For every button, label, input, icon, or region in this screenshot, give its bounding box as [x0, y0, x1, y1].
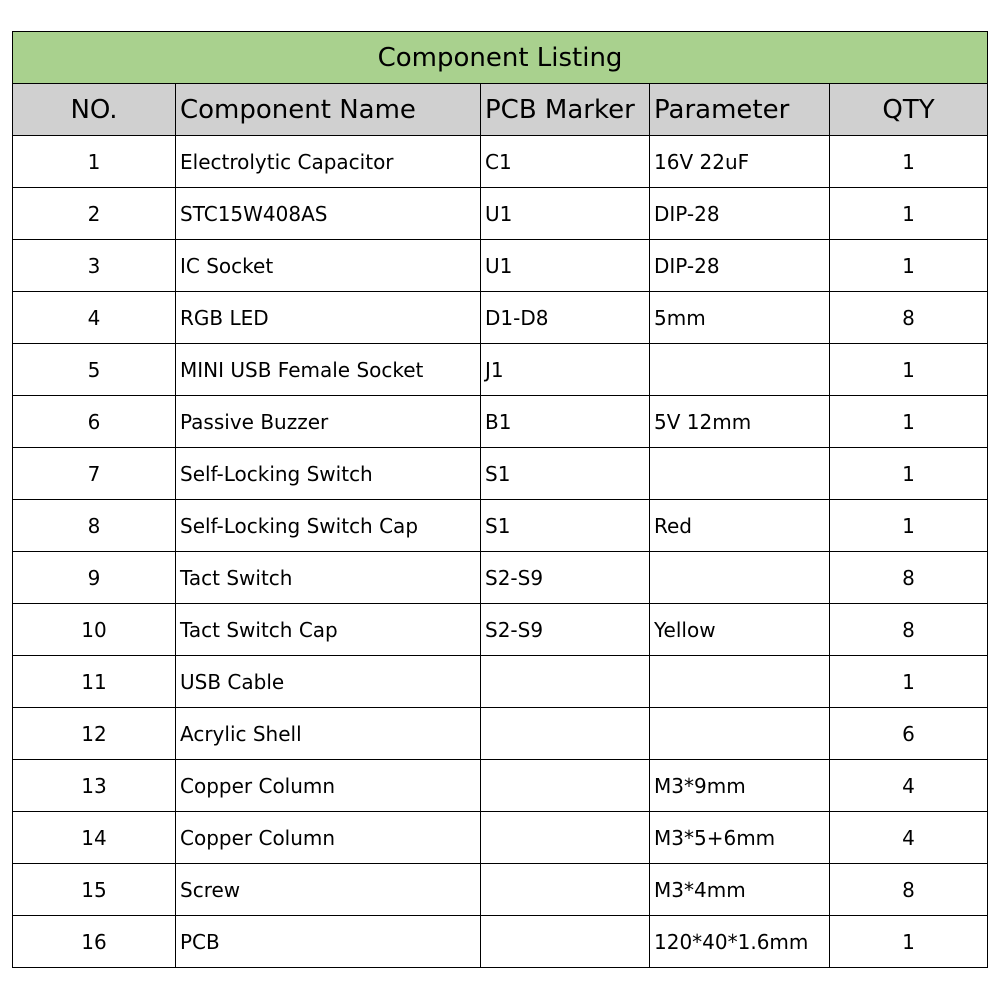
- cell-qty: 4: [830, 812, 988, 864]
- cell-component-name: Self-Locking Switch: [176, 448, 481, 500]
- cell-component-name: Screw: [176, 864, 481, 916]
- cell-qty: 1: [830, 240, 988, 292]
- cell-component-name: Copper Column: [176, 812, 481, 864]
- cell-component-name: RGB LED: [176, 292, 481, 344]
- cell-component-name: Acrylic Shell: [176, 708, 481, 760]
- header-no: NO.: [13, 84, 176, 136]
- cell-no: 14: [13, 812, 176, 864]
- cell-parameter: DIP-28: [650, 240, 830, 292]
- cell-pcb-marker: [481, 916, 650, 968]
- cell-pcb-marker: [481, 864, 650, 916]
- cell-qty: 1: [830, 448, 988, 500]
- cell-pcb-marker: S2-S9: [481, 604, 650, 656]
- cell-parameter: M3*4mm: [650, 864, 830, 916]
- cell-component-name: MINI USB Female Socket: [176, 344, 481, 396]
- cell-no: 2: [13, 188, 176, 240]
- cell-parameter: [650, 344, 830, 396]
- cell-parameter: 5V 12mm: [650, 396, 830, 448]
- table-row: [13, 552, 988, 604]
- cell-pcb-marker: [481, 760, 650, 812]
- cell-parameter: M3*9mm: [650, 760, 830, 812]
- header-qty: QTY: [830, 84, 988, 136]
- cell-no: 3: [13, 240, 176, 292]
- cell-qty: 1: [830, 136, 988, 188]
- cell-component-name: STC15W408AS: [176, 188, 481, 240]
- cell-pcb-marker: [481, 812, 650, 864]
- cell-qty: 1: [830, 656, 988, 708]
- cell-no: 12: [13, 708, 176, 760]
- cell-pcb-marker: B1: [481, 396, 650, 448]
- cell-no: 6: [13, 396, 176, 448]
- cell-qty: 6: [830, 708, 988, 760]
- cell-parameter: DIP-28: [650, 188, 830, 240]
- cell-qty: 1: [830, 396, 988, 448]
- cell-pcb-marker: U1: [481, 240, 650, 292]
- header-pcb-marker: PCB Marker: [481, 84, 650, 136]
- table-row: [13, 500, 988, 552]
- cell-no: 10: [13, 604, 176, 656]
- table-row: [13, 708, 988, 760]
- cell-no: 13: [13, 760, 176, 812]
- table-row: [13, 656, 988, 708]
- cell-pcb-marker: [481, 708, 650, 760]
- table-row: [13, 448, 988, 500]
- cell-no: 4: [13, 292, 176, 344]
- cell-qty: 8: [830, 864, 988, 916]
- table-row: [13, 240, 988, 292]
- cell-pcb-marker: D1-D8: [481, 292, 650, 344]
- cell-no: 15: [13, 864, 176, 916]
- cell-parameter: M3*5+6mm: [650, 812, 830, 864]
- cell-no: 5: [13, 344, 176, 396]
- table-row: [13, 292, 988, 344]
- cell-no: 7: [13, 448, 176, 500]
- table-row: [13, 188, 988, 240]
- cell-qty: 8: [830, 604, 988, 656]
- cell-no: 8: [13, 500, 176, 552]
- table-header-row: [13, 84, 988, 136]
- cell-component-name: Tact Switch: [176, 552, 481, 604]
- cell-parameter: Yellow: [650, 604, 830, 656]
- cell-no: 11: [13, 656, 176, 708]
- cell-qty: 1: [830, 344, 988, 396]
- table-title-row: [13, 32, 988, 84]
- cell-pcb-marker: C1: [481, 136, 650, 188]
- cell-qty: 1: [830, 916, 988, 968]
- cell-component-name: Self-Locking Switch Cap: [176, 500, 481, 552]
- cell-pcb-marker: S1: [481, 500, 650, 552]
- cell-parameter: Red: [650, 500, 830, 552]
- cell-parameter: [650, 552, 830, 604]
- cell-no: 16: [13, 916, 176, 968]
- component-listing-table: [12, 31, 988, 968]
- cell-pcb-marker: U1: [481, 188, 650, 240]
- cell-parameter: 5mm: [650, 292, 830, 344]
- table-row: [13, 136, 988, 188]
- cell-component-name: Electrolytic Capacitor: [176, 136, 481, 188]
- cell-pcb-marker: S2-S9: [481, 552, 650, 604]
- header-parameter: Parameter: [650, 84, 830, 136]
- cell-qty: 4: [830, 760, 988, 812]
- cell-qty: 1: [830, 500, 988, 552]
- cell-parameter: [650, 708, 830, 760]
- cell-parameter: [650, 656, 830, 708]
- table-row: [13, 916, 988, 968]
- cell-component-name: PCB: [176, 916, 481, 968]
- table-body: [13, 136, 988, 968]
- cell-pcb-marker: [481, 656, 650, 708]
- cell-component-name: IC Socket: [176, 240, 481, 292]
- cell-parameter: 16V 22uF: [650, 136, 830, 188]
- cell-no: 1: [13, 136, 176, 188]
- table-row: [13, 604, 988, 656]
- cell-component-name: Passive Buzzer: [176, 396, 481, 448]
- cell-component-name: USB Cable: [176, 656, 481, 708]
- header-component-name: Component Name: [176, 84, 481, 136]
- cell-qty: 1: [830, 188, 988, 240]
- cell-parameter: 120*40*1.6mm: [650, 916, 830, 968]
- cell-parameter: [650, 448, 830, 500]
- cell-qty: 8: [830, 552, 988, 604]
- cell-pcb-marker: J1: [481, 344, 650, 396]
- cell-component-name: Copper Column: [176, 760, 481, 812]
- cell-component-name: Tact Switch Cap: [176, 604, 481, 656]
- table-row: [13, 396, 988, 448]
- table-title: Component Listing: [13, 32, 988, 84]
- table-row: [13, 760, 988, 812]
- cell-pcb-marker: S1: [481, 448, 650, 500]
- table-row: [13, 344, 988, 396]
- table-row: [13, 864, 988, 916]
- table-row: [13, 812, 988, 864]
- cell-no: 9: [13, 552, 176, 604]
- cell-qty: 8: [830, 292, 988, 344]
